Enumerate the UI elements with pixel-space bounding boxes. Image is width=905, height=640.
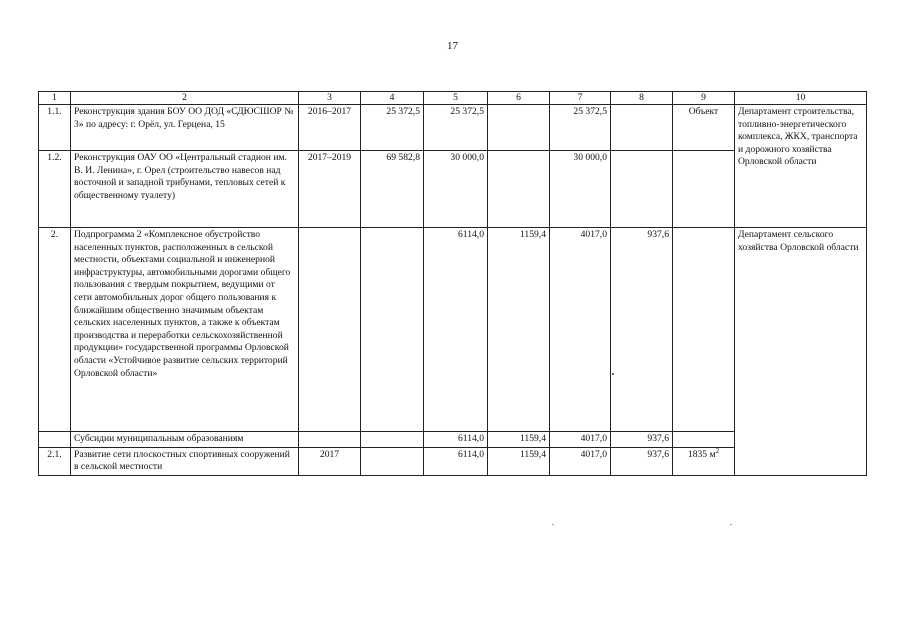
row-col5: 6114,0 — [424, 432, 488, 448]
header-cell-2: 2 — [71, 92, 299, 105]
row-name: Подпрограмма 2 «Комплексное обустройство населенных пунктов, расположенных в сельской местности, объектами социальной и инженерной инфраструктуры, автомобильными дорогами общего пользования с твердым покрытием, ведущими от сети автомобильных дорог общего пользования к ближайшим общественно значимым объектам сельских населенных пунктов, а также к объектам производства и переработки сельскохозяйственной продукции» государственной программы Орловской области «Устойчивое развитие сельских территорий Орловской области» — [71, 228, 299, 432]
row-col4: 25 372,5 — [361, 105, 424, 151]
row-col7: 30 000,0 — [550, 151, 611, 228]
row-years: 2016–2017 — [299, 105, 361, 151]
row-number: 1.1. — [39, 105, 71, 151]
header-cell-7: 7 — [550, 92, 611, 105]
header-cell-9: 9 — [673, 92, 735, 105]
row-col4 — [361, 432, 424, 448]
responsible-department-2: Департамент сельского хозяйства Орловской области — [735, 228, 867, 476]
row-col7: 4017,0 — [550, 447, 611, 475]
row-col5: 25 372,5 — [424, 105, 488, 151]
header-cell-3: 3 — [299, 92, 361, 105]
table-row — [39, 228, 867, 432]
scan-artifact — [730, 524, 732, 525]
row-col9 — [673, 151, 735, 228]
responsible-department-1: Департамент строительства, топливно-энергетического комплекса, ЖКХ, транспорта и дорожного хозяйства Орловской области — [735, 105, 867, 228]
header-row — [39, 92, 867, 105]
row-years — [299, 228, 361, 432]
row-col6: 1159,4 — [488, 432, 550, 448]
row-name: Реконструкция здания БОУ ОО ДОД «СДЮСШОР № 3» по адресу: г. Орёл, ул. Герцена, 15 — [71, 105, 299, 151]
header-cell-10: 10 — [735, 92, 867, 105]
row-col7: 4017,0 — [550, 432, 611, 448]
row-years: 2017 — [299, 447, 361, 475]
row-col9 — [673, 432, 735, 448]
row-number: 2.1. — [39, 447, 71, 475]
area-unit-exponent: 2 — [715, 447, 720, 455]
row-col6 — [488, 105, 550, 151]
row-number: 1.2. — [39, 151, 71, 228]
row-col8 — [611, 105, 673, 151]
row-col9 — [673, 228, 735, 432]
row-name: Субсидии муниципальным образованиям — [71, 432, 299, 448]
page-number: 17 — [447, 40, 458, 52]
row-name: Развитие сети плоскостных спортивных сооружений в сельской местности — [71, 447, 299, 475]
table-row — [39, 105, 867, 151]
scan-artifact — [612, 373, 614, 375]
row-col8 — [611, 151, 673, 228]
row-col4 — [361, 447, 424, 475]
row-col7: 4017,0 — [550, 228, 611, 432]
row-years: 2017–2019 — [299, 151, 361, 228]
row-col6: 1159,4 — [488, 447, 550, 475]
header-cell-4: 4 — [361, 92, 424, 105]
row-number: 2. — [39, 228, 71, 432]
row-col6: 1159,4 — [488, 228, 550, 432]
header-cell-6: 6 — [488, 92, 550, 105]
area-value: 1835 м — [687, 448, 716, 460]
header-cell-1: 1 — [39, 92, 71, 105]
row-col9: Объект — [673, 105, 735, 151]
row-col8: 937,6 — [611, 447, 673, 475]
document-table — [38, 91, 867, 476]
row-years — [299, 432, 361, 448]
row-name: Реконструкция ОАУ ОО «Центральный стадион им. В. И. Ленина», г. Орел (строительство навесов над восточной и западной трибунами, тепловых сетей к общественному туалету) — [71, 151, 299, 228]
row-col7: 25 372,5 — [550, 105, 611, 151]
row-col6 — [488, 151, 550, 228]
header-cell-8: 8 — [611, 92, 673, 105]
row-col8: 937,6 — [611, 432, 673, 448]
row-number — [39, 432, 71, 448]
header-cell-5: 5 — [424, 92, 488, 105]
row-col9-area — [673, 447, 735, 475]
row-col5: 30 000,0 — [424, 151, 488, 228]
row-col4 — [361, 228, 424, 432]
row-col5: 6114,0 — [424, 228, 488, 432]
row-col5: 6114,0 — [424, 447, 488, 475]
row-col8: 937,6 — [611, 228, 673, 432]
scan-artifact — [552, 524, 554, 525]
row-col4: 69 582,8 — [361, 151, 424, 228]
